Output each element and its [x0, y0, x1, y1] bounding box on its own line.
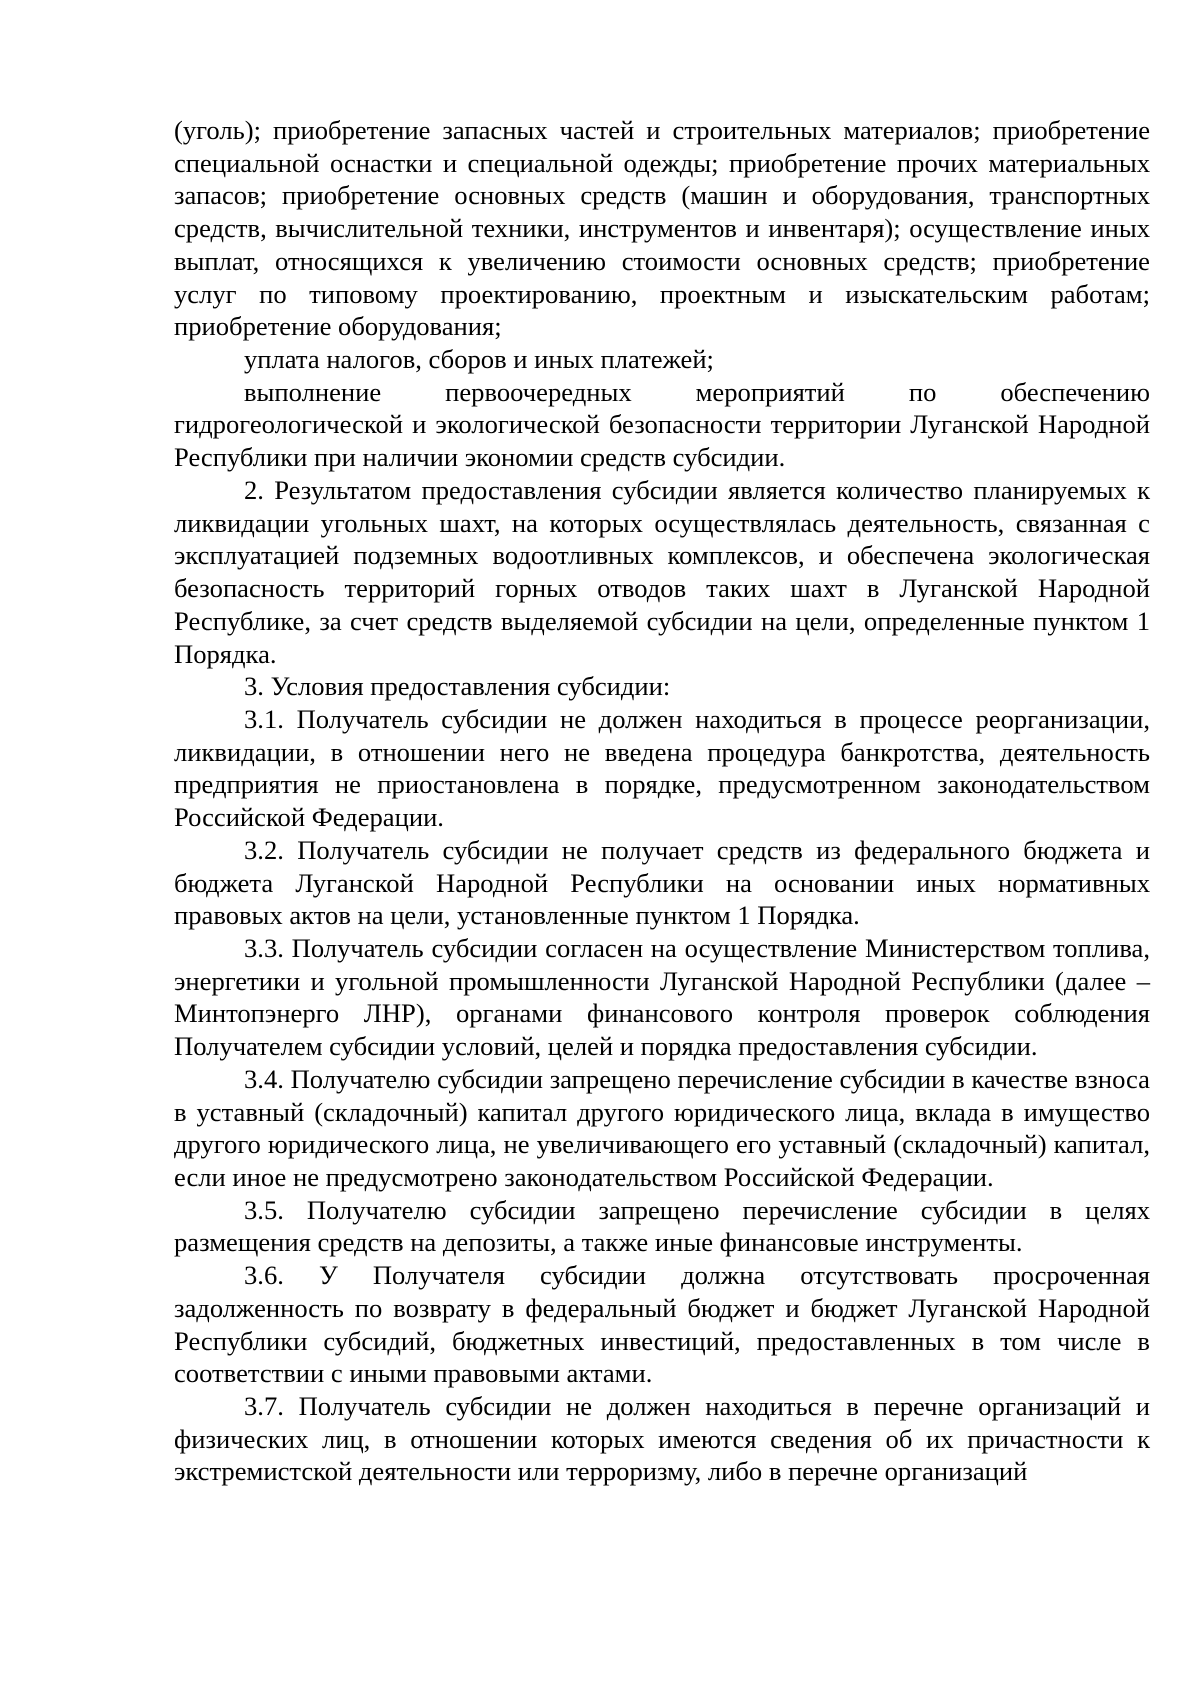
- paragraph-3-5: 3.5. Получателю субсидии запрещено перечисление субсидии в целях размещения средств на депозиты, а также иные финансовые инструменты.: [174, 1194, 1150, 1258]
- paragraph-3-6: 3.6. У Получателя субсидии должна отсутствовать просроченная задолженность по возврату в федеральный бюджет и бюджет Луганской Народной Республики субсидий, бюджетных инвестиций, предоставленных в том числе в соответствии с иными правовыми актами.: [174, 1260, 1150, 1389]
- paragraph-3-conditions-heading: 3. Условия предоставления субсидии:: [244, 671, 671, 702]
- paragraph-expense-items-continued: (уголь); приобретение запасных частей и строительных материалов; приобретение специальной оснастки и специальной одежды; приобретение прочих материальных запасов; приобретение основных средств (машин и оборудования, транспортных средств, вычислительной техники, инструментов и инвентаря); осуществление иных выплат, относящихся к увеличению стоимости основных средств; приобретение услуг по типовому проектированию, проектным и изыскательским работам; приобретение оборудования;: [174, 115, 1150, 342]
- paragraph-taxes: уплата налогов, сборов и иных платежей;: [244, 344, 714, 375]
- paragraph-3-4: 3.4. Получателю субсидии запрещено перечисление субсидии в качестве взноса в уставный (складочный) капитал другого юридического лица, вклада в имущество другого юридического лица, не увеличивающего его уставный (складочный) капитал, если иное не предусмотрено законодательством Российской Федерации.: [174, 1063, 1150, 1192]
- paragraph-2-result: 2. Результатом предоставления субсидии является количество планируемых к ликвидации угольных шахт, на которых осуществлялась деятельность, связанная с эксплуатацией подземных водоотливных комплексов, и обеспечена экологическая безопасность территорий горных отводов таких шахт в Луганской Народной Республике, за счет средств выделяемой субсидии на цели, определенные пунктом 1 Порядка.: [174, 474, 1150, 669]
- paragraph-3-2: 3.2. Получатель субсидии не получает средств из федерального бюджета и бюджета Луганской Народной Республики на основании иных нормативных правовых актов на цели, установленные пунктом 1 Порядка.: [174, 834, 1150, 931]
- paragraph-3-3: 3.3. Получатель субсидии согласен на осуществление Министерством топлива, энергетики и угольной промышленности Луганской Народной Республики (далее – Минтопэнерго ЛНР), органами финансового контроля проверок соблюдения Получателем субсидии условий, целей и порядка предоставления субсидии.: [174, 932, 1150, 1062]
- paragraph-3-7: 3.7. Получатель субсидии не должен находиться в перечне организаций и физических лиц, в отношении которых имеются сведения об их причастности к экстремистской деятельности или терроризму, либо в перечне организаций: [174, 1391, 1150, 1487]
- paragraph-priority-measures: выполнение первоочередных мероприятий по обеспечению гидрогеологической и экологической безопасности территории Луганской Народной Республики при наличии экономии средств субсидии.: [174, 376, 1150, 473]
- paragraph-3-1: 3.1. Получатель субсидии не должен находиться в процессе реорганизации, ликвидации, в отношении него не введена процедура банкротства, деятельность предприятия не приостановлена в порядке, предусмотренном законодательством Российской Федерации.: [174, 703, 1150, 833]
- document-body: [174, 114, 1150, 1488]
